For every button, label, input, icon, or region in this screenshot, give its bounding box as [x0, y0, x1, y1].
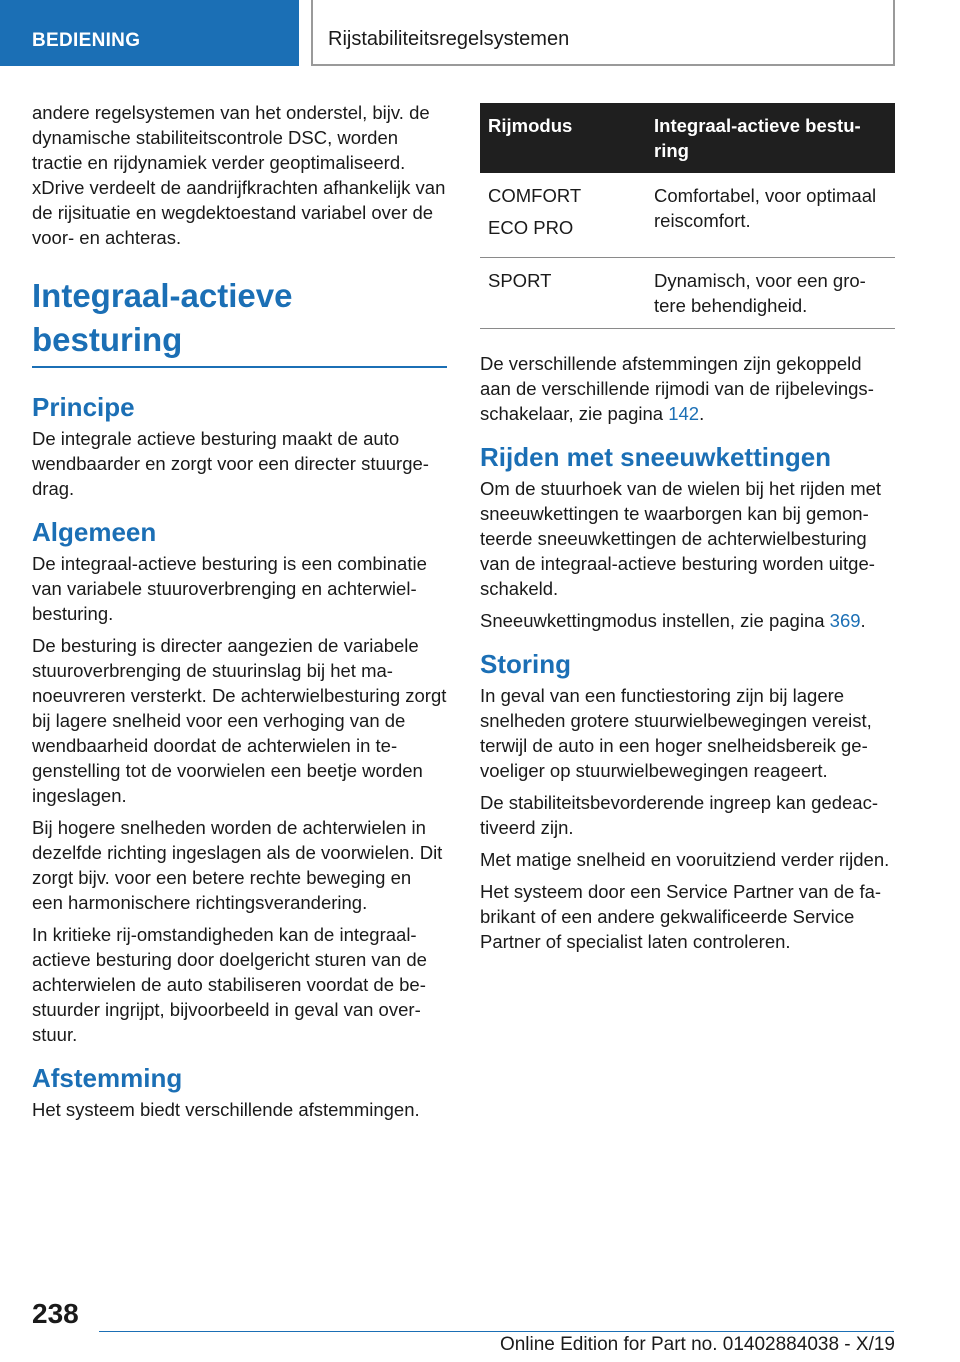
table-header-cell: Integraal-actieve besturing	[646, 103, 895, 173]
algemeen-paragraph: Bij hogere snelheden worden de achterwielen in dezelfde richting ingeslagen als de voorwielen. Dit zorgt bijv. voor een betere rechte beweging en een harmonischere richtingsverandering.	[32, 817, 443, 913]
after-table-text: De verschillende afstemmingen zijn gekoppeld aan de verschillende rijmodi van de rijbelevingsschakelaar, zie pagina 142.	[480, 353, 874, 424]
table-header-row	[480, 103, 895, 173]
mode-description: Dynamisch, voor een grotere behendigheid.	[646, 258, 895, 329]
mode-cell	[480, 173, 646, 258]
driving-mode-table	[480, 103, 895, 329]
left-column	[32, 100, 447, 1129]
chapter-tab[interactable]: BEDIENING	[0, 0, 299, 66]
storing-paragraph: Met matige snelheid en vooruitziend verder rijden.	[480, 849, 890, 870]
principe-heading: Principe	[32, 392, 135, 422]
footer-edition: Online Edition for Part no. 01402884038 - X/19	[499, 1334, 895, 1355]
sneeuwkettingen-heading: Rijden met sneeuwkettingen	[480, 442, 832, 472]
sneeuwkettingen-setting: Sneeuwkettingmodus instellen, zie pagina 369.	[480, 610, 866, 631]
storing-paragraph: De stabiliteitsbevorderende ingreep kan gedeactiveerd zijn.	[480, 792, 879, 838]
footer-divider	[99, 1331, 894, 1332]
main-heading: Integraal-actieve besturing	[32, 274, 447, 368]
intro-paragraph: andere regelsystemen van het onderstel, bijv. de dynamische stabiliteitscontrole DSC, worden tractie en rijdynamiek verder geoptimaliseerd. xDrive verdeelt de aandrijfkrachten afhankelijk van de rijsituatie en wegdektoestand variabel over de voor- en achteras.	[32, 102, 446, 248]
page-number: 238	[32, 1298, 79, 1329]
algemeen-paragraph: De besturing is directer aangezien de variabele stuuroverbrenging de stuurinslag bij het manoeuvreren versterkt. De achterwielbesturing zorgt bij lagere snelheid voor een verhoging van de wendbaarheid doordat de achterwielen in tegenstelling tot de voorwielen een beetje worden ingeslagen.	[32, 635, 447, 806]
algemeen-heading: Algemeen	[32, 517, 157, 547]
algemeen-paragraph: De integraal-actieve besturing is een combinatie van variabele stuuroverbrenging en achterwielbesturing.	[32, 553, 427, 624]
storing-paragraph: Het systeem door een Service Partner van de fabrikant of een andere gekwalificeerde Service Partner of specialist laten controleren.	[480, 881, 882, 952]
afstemming-heading: Afstemming	[32, 1063, 183, 1093]
principe-text: De integrale actieve besturing maakt de auto wendbaarder en zorgt voor een directer stuurgedrag.	[32, 428, 429, 499]
mode-name: SPORT	[488, 270, 552, 291]
mode-name: ECO PRO	[488, 217, 574, 238]
afstemming-text: Het systeem biedt verschillende afstemmingen.	[32, 1099, 420, 1120]
page-reference-link[interactable]: 369	[829, 610, 861, 631]
storing-paragraph: In geval van een functiestoring zijn bij lagere snelheden grotere stuurwielbewegingen vereist, terwijl de auto in een hoger snelheidsbereik gevoeliger op stuurwielbewegingen reageert.	[480, 685, 872, 781]
mode-name: COMFORT	[488, 185, 582, 206]
mode-description: Comfortabel, voor optimaal reiscomfort.	[646, 173, 895, 258]
storing-heading: Storing	[480, 649, 571, 679]
section-title: Rijstabiliteitsregelsystemen	[311, 0, 895, 66]
algemeen-paragraph: In kritieke rij-omstandigheden kan de integraal-actieve besturing door doelgericht sturen van de achterwielen de auto stabiliseren voordat de bestuurder ingrijpt, bijvoorbeeld in geval van overstuur.	[32, 924, 427, 1045]
table-row	[480, 173, 895, 258]
page-reference-link[interactable]: 142	[668, 403, 700, 424]
sneeuwkettingen-text: Om de stuurhoek van de wielen bij het rijden met sneeuwkettingen te waarborgen kan bij gemonteerde sneeuwkettingen de achterwielbesturing van de integraal-actieve besturing worden uitgeschakeld.	[480, 478, 882, 599]
table-row	[480, 258, 895, 329]
table-header-cell: Rijmodus	[480, 103, 646, 173]
right-column	[480, 100, 895, 961]
mode-cell	[480, 258, 646, 329]
